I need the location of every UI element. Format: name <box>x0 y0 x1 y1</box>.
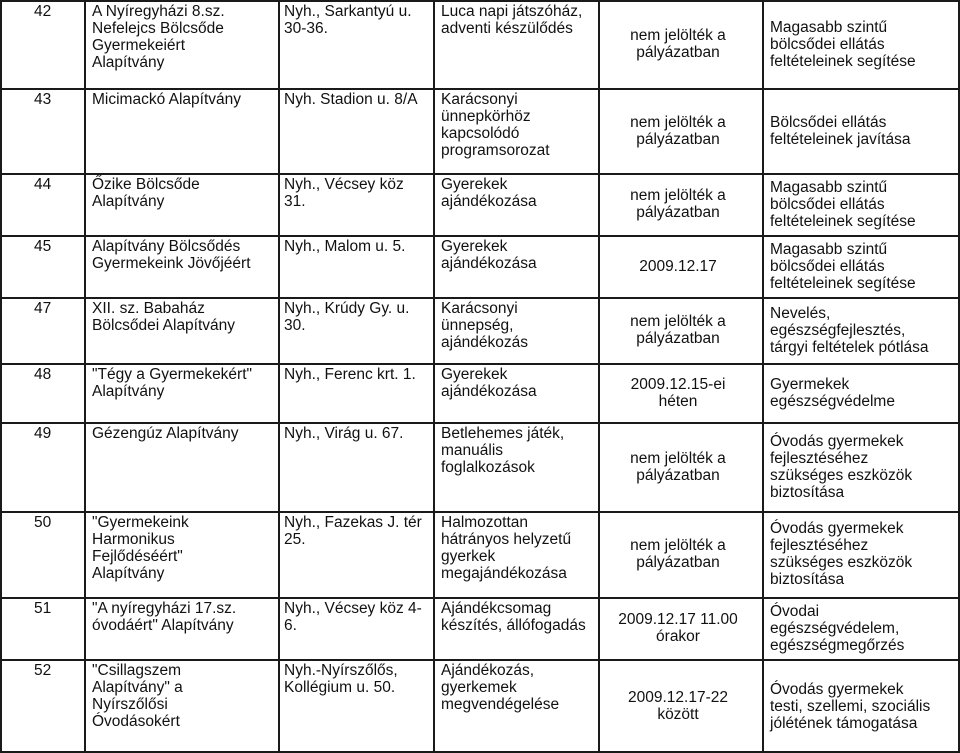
foundation-name <box>92 91 274 108</box>
table-rule <box>0 297 960 299</box>
support-purpose-line: egészségfejlesztés, <box>770 322 906 339</box>
program-description-line: ünnepkörhöz <box>441 108 531 125</box>
program-description <box>441 176 594 210</box>
address-line: Nyh., Fazekas J. tér <box>284 514 422 531</box>
foundation-name <box>92 238 274 272</box>
event-date-line: 2009.12.17 <box>639 258 717 275</box>
support-purpose-line: jólétének támogatása <box>770 715 918 732</box>
address <box>284 3 429 37</box>
foundation-name-line: Fejlődéséért" <box>92 548 183 565</box>
row-number-line: 52 <box>34 662 52 679</box>
address-line: Nyh. Stadion u. 8/A <box>284 91 418 108</box>
support-purpose <box>770 603 956 654</box>
support-purpose <box>770 520 956 588</box>
program-description <box>441 662 594 713</box>
support-purpose <box>770 241 956 292</box>
row-number <box>34 3 82 20</box>
program-description-line: Karácsonyi <box>441 300 518 317</box>
row-number-line: 42 <box>34 3 52 20</box>
foundation-name-line: "Csillagszem <box>92 662 182 679</box>
address-line: Nyh., Krúdy Gy. u. <box>284 300 410 317</box>
row-number <box>34 425 82 442</box>
support-purpose-line: szükséges eszközök <box>770 554 913 571</box>
row-number <box>34 600 82 617</box>
address <box>284 514 429 548</box>
event-date-line: héten <box>658 393 698 410</box>
foundation-name <box>92 300 274 334</box>
table-rule <box>0 0 960 2</box>
address-line: Nyh., Sarkantyú u. <box>284 3 412 20</box>
support-purpose-line: fejlesztéséhez <box>770 537 869 554</box>
address <box>284 366 429 383</box>
support-purpose-line: bölcsődei ellátás <box>770 36 885 53</box>
support-purpose-line: Óvodás gyermekek <box>770 520 904 537</box>
program-description-line: Gyerekek <box>441 366 508 383</box>
support-purpose-line: feltételeinek segítése <box>770 213 916 230</box>
address-line: 30-36. <box>284 20 328 37</box>
table-rule <box>0 659 960 661</box>
program-description-line: Ajándékcsomag <box>441 600 552 617</box>
event-date-line: pályázatban <box>636 204 720 221</box>
table-rule <box>0 422 960 424</box>
support-purpose-line: Gyermekek <box>770 376 850 393</box>
foundation-name-line: Őzike Bölcsőde <box>92 176 200 193</box>
program-description-line: kapcsolódó <box>441 125 520 142</box>
event-date <box>598 611 758 645</box>
program-description-line: megvendégelése <box>441 696 560 713</box>
address-line: 31. <box>284 193 306 210</box>
support-purpose-line: bölcsődei ellátás <box>770 258 885 275</box>
table-rule <box>0 0 2 753</box>
support-purpose-line: Magasabb szintű <box>770 241 888 258</box>
event-date-line: 2009.12.17 11.00 <box>618 611 738 628</box>
foundation-name-line: Micimackó Alapítvány <box>92 91 242 108</box>
row-number-line: 44 <box>34 176 52 193</box>
support-purpose <box>770 305 956 356</box>
event-date-line: nem jelölték a <box>630 313 726 330</box>
event-date-line: pályázatban <box>636 131 720 148</box>
address-line: Nyh., Malom u. 5. <box>284 238 406 255</box>
table-rule <box>0 363 960 365</box>
table-rule <box>0 88 960 90</box>
support-purpose <box>770 376 956 410</box>
address <box>284 300 429 334</box>
event-date-line: nem jelölték a <box>630 187 726 204</box>
row-number <box>34 514 82 531</box>
program-description <box>441 366 594 400</box>
support-purpose-line: tárgyi feltételek pótlása <box>770 339 929 356</box>
event-date-line: pályázatban <box>636 467 720 484</box>
address-line: Nyh., Ferenc krt. 1. <box>284 366 416 383</box>
address <box>284 662 429 696</box>
event-date <box>598 537 758 571</box>
event-date-line: órakor <box>656 628 700 645</box>
row-number-line: 48 <box>34 366 52 383</box>
support-purpose-line: biztosítása <box>770 484 845 501</box>
event-date <box>598 114 758 148</box>
program-description-line: Betlehemes játék, <box>441 425 565 442</box>
row-number <box>34 662 82 679</box>
support-purpose-line: bölcsődei ellátás <box>770 196 885 213</box>
table-rule <box>0 597 960 599</box>
program-description-line: manuális <box>441 442 504 459</box>
support-purpose-line: Magasabb szintű <box>770 179 888 196</box>
foundation-name-line: Nefelejcs Bölcsőde <box>92 20 224 37</box>
foundation-name-line: Gyermekeink Jövőjéért <box>92 255 251 272</box>
program-description-line: ünnepség, <box>441 317 514 334</box>
foundation-name-line: Alapítvány <box>92 383 165 400</box>
row-number-line: 43 <box>34 91 52 108</box>
table-rule <box>278 0 280 753</box>
address <box>284 176 429 210</box>
support-purpose-line: Óvodás gyermekek <box>770 433 904 450</box>
address <box>284 425 429 442</box>
event-date <box>598 689 758 723</box>
event-date-line: 2009.12.17-22 <box>628 689 728 706</box>
program-description <box>441 300 594 351</box>
program-description-line: gyerkemek <box>441 679 517 696</box>
program-description-line: ajándékozása <box>441 383 537 400</box>
support-purpose-line: Óvodai <box>770 603 820 620</box>
event-date-line: pályázatban <box>636 330 720 347</box>
row-number-line: 50 <box>34 514 52 531</box>
address-line: Kollégium u. 50. <box>284 679 396 696</box>
table-rule <box>0 235 960 237</box>
support-purpose-line: szükséges eszközök <box>770 467 913 484</box>
program-description-line: Gyerekek <box>441 176 508 193</box>
program-description <box>441 3 594 37</box>
foundation-name <box>92 176 274 210</box>
foundation-name-line: Bölcsődei Alapítvány <box>92 317 236 334</box>
table-rule <box>433 0 435 753</box>
address-line: 25. <box>284 531 306 548</box>
row-number-line: 51 <box>34 600 52 617</box>
program-description-line: programsorozat <box>441 142 550 159</box>
event-date-line: pályázatban <box>636 44 720 61</box>
event-date <box>598 313 758 347</box>
row-number <box>34 91 82 108</box>
foundation-name <box>92 600 274 634</box>
row-number-line: 49 <box>34 425 52 442</box>
foundation-name <box>92 514 274 582</box>
foundation-name-line: Alapítvány <box>92 54 165 71</box>
support-purpose-line: Óvodás gyermekek <box>770 681 904 698</box>
event-date-line: nem jelölték a <box>630 537 726 554</box>
address <box>284 600 429 634</box>
support-purpose-line: egészségvédelem, <box>770 620 900 637</box>
program-description <box>441 514 594 582</box>
support-purpose-line: feltételeinek javítása <box>770 131 911 148</box>
support-purpose-line: testi, szellemi, szociális <box>770 698 931 715</box>
support-purpose <box>770 433 956 501</box>
event-date-line: nem jelölték a <box>630 27 726 44</box>
support-purpose-line: biztosítása <box>770 571 845 588</box>
row-number-line: 47 <box>34 300 52 317</box>
foundation-name <box>92 662 274 730</box>
address-line: 6. <box>284 617 297 634</box>
program-description-line: Ajándékozás, <box>441 662 535 679</box>
support-purpose-line: Magasabb szintű <box>770 19 888 36</box>
foundation-name-line: A Nyíregyházi 8.sz. <box>92 3 225 20</box>
event-date <box>598 450 758 484</box>
support-purpose-line: Nevelés, <box>770 305 831 322</box>
program-description <box>441 238 594 272</box>
address-line: 30. <box>284 317 306 334</box>
program-description-line: Halmozottan <box>441 514 529 531</box>
program-description-line: foglalkozások <box>441 459 535 476</box>
event-date <box>598 376 758 410</box>
program-description <box>441 600 594 634</box>
support-purpose <box>770 179 956 230</box>
event-date-line: nem jelölték a <box>630 114 726 131</box>
foundation-name-line: "Tégy a Gyermekekért" <box>92 366 253 383</box>
foundation-name-line: Gézengúz Alapítvány <box>92 425 239 442</box>
event-date <box>598 187 758 221</box>
address-line: Nyh.-Nyírszőlős, <box>284 662 398 679</box>
foundation-name <box>92 3 274 71</box>
event-date <box>598 27 758 61</box>
row-number <box>34 176 82 193</box>
support-purpose-line: egészségmegőrzés <box>770 637 905 654</box>
foundation-name <box>92 366 274 400</box>
program-description-line: ajándékozása <box>441 193 537 210</box>
program-description-line: ajándékozás <box>441 334 529 351</box>
program-description-line: ajándékozása <box>441 255 537 272</box>
foundation-name-line: óvodáért" Alapítvány <box>92 617 234 634</box>
address <box>284 91 429 108</box>
table-rule <box>0 511 960 513</box>
foundation-name-line: Alapítvány" a <box>92 679 183 696</box>
program-description <box>441 91 594 159</box>
address-line: Nyh., Virág u. 67. <box>284 425 404 442</box>
program-description-line: gyerkek <box>441 548 496 565</box>
foundation-name-line: "A nyíregyházi 17.sz. <box>92 600 237 617</box>
support-purpose-line: feltételeinek segítése <box>770 53 916 70</box>
event-date-line: pályázatban <box>636 554 720 571</box>
event-date-line: nem jelölték a <box>630 450 726 467</box>
row-number-line: 45 <box>34 238 52 255</box>
address <box>284 238 429 255</box>
foundation-name-line: "Gyermekeink <box>92 514 189 531</box>
table-rule <box>0 173 960 175</box>
program-description-line: Gyerekek <box>441 238 508 255</box>
table-rule <box>762 0 764 753</box>
foundation-name-line: Harmonikus <box>92 531 175 548</box>
foundation-name-line: Óvodásokért <box>92 713 180 730</box>
row-number <box>34 366 82 383</box>
program-description-line: Luca napi játszóház, <box>441 3 583 20</box>
support-purpose-line: Bölcsődei ellátás <box>770 114 887 131</box>
foundation-name-line: XII. sz. Babaház <box>92 300 205 317</box>
support-purpose <box>770 114 956 148</box>
event-date <box>598 258 758 275</box>
program-description <box>441 425 594 476</box>
program-description-line: megajándékozása <box>441 565 567 582</box>
event-date-line: 2009.12.15-ei <box>630 376 726 393</box>
program-description-line: Karácsonyi <box>441 91 518 108</box>
support-purpose-line: fejlesztéséhez <box>770 450 869 467</box>
support-purpose-line: feltételeinek segítése <box>770 275 916 292</box>
program-description-line: hátrányos helyzetű <box>441 531 572 548</box>
foundation-name-line: Nyírszőlősi <box>92 696 168 713</box>
row-number <box>34 300 82 317</box>
foundation-name-line: Alapítvány Bölcsődés <box>92 238 241 255</box>
address-line: Nyh., Vécsey köz <box>284 176 404 193</box>
foundation-name <box>92 425 274 442</box>
program-description-line: készítés, állófogadás <box>441 617 586 634</box>
foundation-name-line: Alapítvány <box>92 565 165 582</box>
table-rule <box>84 0 86 753</box>
support-purpose <box>770 19 956 70</box>
support-purpose <box>770 681 956 732</box>
event-date-line: között <box>657 706 699 723</box>
foundation-name-line: Gyermekeiért <box>92 37 186 54</box>
row-number <box>34 238 82 255</box>
support-purpose-line: egészségvédelme <box>770 393 895 410</box>
program-description-line: adventi készülődés <box>441 20 573 37</box>
foundation-name-line: Alapítvány <box>92 193 165 210</box>
address-line: Nyh., Vécsey köz 4- <box>284 600 422 617</box>
